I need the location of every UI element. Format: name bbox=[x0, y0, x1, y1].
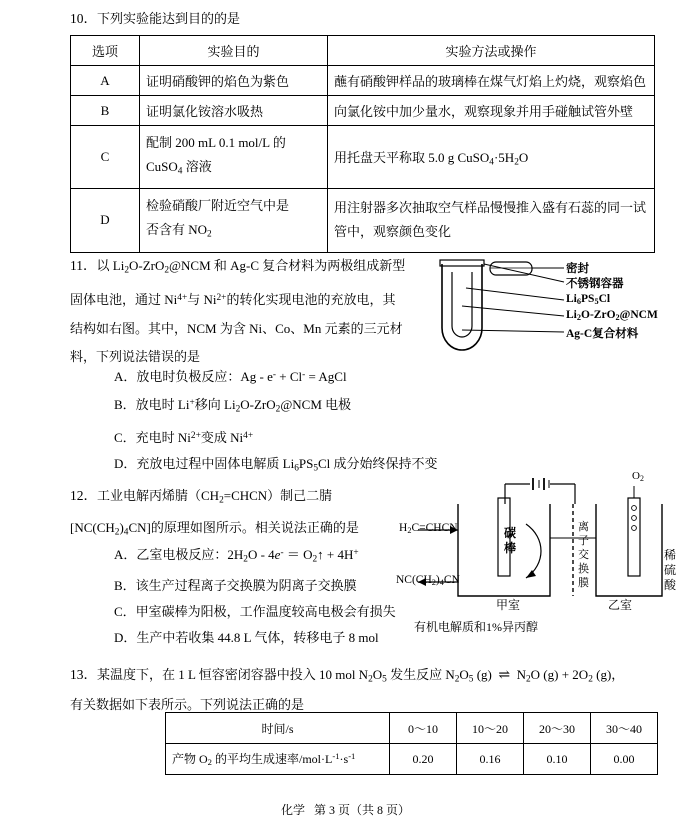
q11-figure bbox=[404, 258, 691, 370]
q11-option-b: B．放电时 Li+移向 $Li_2O-ZrO_2@NCM$ 电极 bbox=[114, 397, 352, 415]
row-a-option: A bbox=[71, 66, 140, 96]
question-10 bbox=[70, 8, 647, 253]
q13-row1-header: 时间/s bbox=[166, 713, 390, 744]
row-d-method: 用注射器多次抽取空气样品慢慢推入盛有石蕊的同一试 管中，观察颜色变化 bbox=[328, 189, 655, 252]
q12-label-cell-right: 乙室 bbox=[608, 598, 633, 612]
q12-label-outlet: $NC(CH_2)_4CN$ bbox=[396, 574, 460, 588]
q11-options bbox=[70, 362, 590, 481]
q10-stem: 下列实验能达到目的的是 bbox=[97, 11, 241, 26]
row-b-option: B bbox=[71, 96, 140, 126]
q11-label-electrolyte: $Li_6PS_5Cl$ bbox=[566, 293, 611, 307]
footer-page: 第 3 页（共 8 页） bbox=[314, 803, 411, 817]
q13-stem: 13．某温度下，在 1 L 恒容密闭容器中投入 10 mol $N_2O_5$ 发生反应 $N_2O_5$ (g) ⇌ $N_2O$ $(g) + 2O_2$ (g)， 有关数据如下表所示。下列说法正确的是 bbox=[70, 667, 625, 713]
q11-option-a: A．放电时负极反应：Ag - e- + Cl- = AgCl bbox=[114, 369, 347, 385]
row-c-goal: 配制 200 mL 0.1 mol/L 的 CuSO$_4$ 溶液 bbox=[140, 126, 328, 189]
equilibrium-arrow-icon: ⇌ bbox=[498, 668, 511, 683]
row-c-option: C bbox=[71, 126, 140, 189]
q12-figure bbox=[396, 470, 690, 638]
row-d-goal: 检验硝酸厂附近空气中是 否含有 $NO_2$ bbox=[140, 189, 328, 252]
question-13 bbox=[70, 662, 660, 717]
q13-val-4: 0.00 bbox=[591, 744, 658, 775]
q12-label-oxygen: $O_2$ bbox=[632, 470, 644, 483]
row-a-goal: 证明硝酸钾的焰色为紫色 bbox=[140, 66, 328, 96]
header-option: 选项 bbox=[71, 36, 140, 66]
q12-label-cell-left: 甲室 bbox=[496, 598, 521, 612]
q12-label-caption: 有机电解质和1%异丙醇 bbox=[414, 620, 538, 634]
q12-number: 12． bbox=[70, 488, 97, 503]
q12-stem: 12．工业电解丙烯腈$(CH_2=CHCN)$制己二腈 $[NC(CH_2)_4CN]$的原理如图所示。相关说法正确的是 bbox=[70, 488, 359, 538]
q11-option-d: D．充放电过程中固体电解质 $Li_6PS_5Cl$ 成分始终保持不变 bbox=[114, 455, 438, 474]
q11-label-container: 不锈钢容器 bbox=[566, 278, 624, 290]
q13-val-3: 0.10 bbox=[524, 744, 591, 775]
question-11 bbox=[70, 252, 410, 371]
q12-option-a: A．乙室电极反应：$2H_2O - 4e^-$ ＝ $O_2↑ + 4H^+$ bbox=[114, 547, 359, 565]
q13-row2-header: 产物 $O_2$ 的平均生成速率$/mol\cdot L^{-1}\cdot s^{-1}$ bbox=[166, 744, 390, 775]
table-row bbox=[166, 713, 658, 744]
q11-label-anode: Ag-C复合材料 bbox=[566, 328, 639, 340]
q10-table bbox=[70, 35, 655, 253]
q13-val-2: 0.16 bbox=[457, 744, 524, 775]
table-row bbox=[71, 189, 655, 252]
row-d-option: D bbox=[71, 189, 140, 252]
q12-option-b: B．该生产过程离子交换膜为阴离子交换膜 bbox=[114, 577, 357, 593]
q13-col-2: 10～20 bbox=[457, 713, 524, 744]
table-header-row bbox=[71, 36, 655, 66]
q13-number: 13． bbox=[70, 667, 97, 682]
q12-label-dilute-acid: 稀 硫 酸 bbox=[664, 548, 677, 592]
q11-label-seal: 密封 bbox=[566, 263, 589, 275]
q13-col-1: 0～10 bbox=[390, 713, 457, 744]
row-b-goal: 证明氯化铵溶水吸热 bbox=[140, 96, 328, 126]
q12-options bbox=[70, 540, 400, 651]
electrolysis-cell-diagram-icon bbox=[400, 478, 690, 638]
table-row bbox=[71, 126, 655, 189]
row-a-method: 蘸有硝酸钾样品的玻璃棒在煤气灯焰上灼烧，观察焰色 bbox=[328, 66, 655, 96]
q13-col-4: 30～40 bbox=[591, 713, 658, 744]
q13-table-wrap bbox=[165, 712, 658, 775]
q11-stem: 11．以 $Li_2O-ZrO_2@NCM$ 和 Ag-C 复合材料为两极组成新型 固体电池，通过 $Ni^{4+}$与 $Ni^{2+}$的转化实现电池的充放电，其 结构如右图。其中，NCM 为含 Ni、Co、Mn 元素的三元材 料，下列说法错误的是 bbox=[70, 258, 406, 364]
q12-label-carbon-rod: 碳 棒 bbox=[504, 526, 517, 555]
q10-stem-line bbox=[70, 8, 630, 29]
q12-label-membrane: 离 子 交 换 膜 bbox=[578, 521, 589, 589]
header-method: 实验方法或操作 bbox=[328, 36, 655, 66]
footer-subject: 化学 bbox=[280, 803, 305, 817]
table-row bbox=[71, 96, 655, 126]
q11-number: 11． bbox=[70, 258, 97, 273]
question-12 bbox=[70, 482, 410, 547]
table-row bbox=[71, 66, 655, 96]
q12-label-inlet: $H_2C=CHCN$ bbox=[399, 522, 458, 536]
table-row bbox=[166, 744, 658, 775]
q12-option-d: D．生产中若收集 44.8 L 气体，转移电子 8 mol bbox=[114, 629, 379, 645]
q13-table bbox=[165, 712, 658, 775]
q10-number: 10． bbox=[70, 11, 97, 26]
q11-option-c: C．充电时 $Ni^{2+}$变成 $Ni^{4+}$ bbox=[114, 429, 254, 445]
q11-label-cathode: $Li_2O-ZrO_2@NCM$ bbox=[566, 309, 658, 323]
page-footer bbox=[0, 801, 691, 818]
row-b-method: 向氯化铵中加少量水，观察现象并用手碰触试管外壁 bbox=[328, 96, 655, 126]
q13-col-3: 20～30 bbox=[524, 713, 591, 744]
row-c-method: 用托盘天平称取 5.0 g $CuSO_4\cdot 5H_2O$ bbox=[328, 126, 655, 189]
q13-val-1: 0.20 bbox=[390, 744, 457, 775]
header-goal: 实验目的 bbox=[140, 36, 328, 66]
q12-option-c: C．甲室碳棒为阳极，工作温度较高电极会有损失 bbox=[114, 603, 396, 619]
